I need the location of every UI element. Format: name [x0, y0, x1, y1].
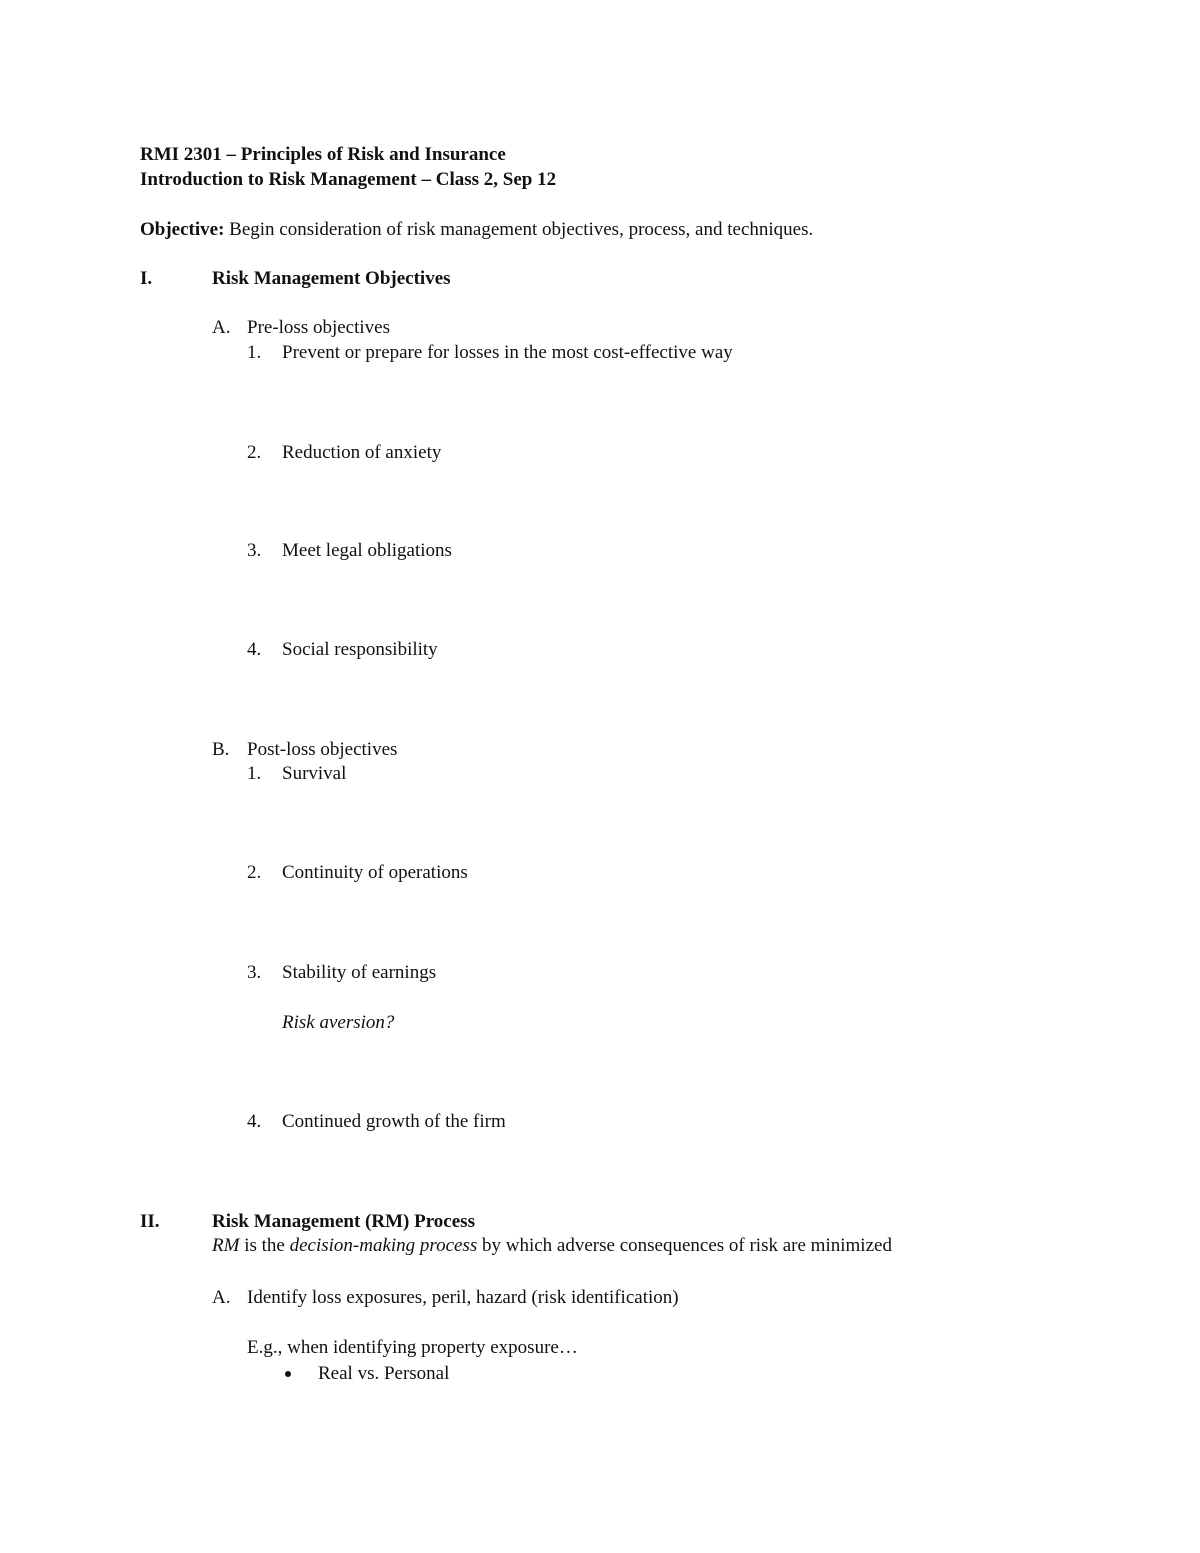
list-item-number: 4.	[247, 639, 262, 660]
section-2-title: Risk Management (RM) Process	[212, 1211, 475, 1232]
list-item: Stability of earnings	[282, 962, 437, 983]
list-item: Meet legal obligations	[282, 540, 452, 561]
list-item-number: 1.	[247, 342, 262, 363]
subsection-1b-title: Post-loss objectives	[247, 739, 398, 760]
section-1-title: Risk Management Objectives	[212, 268, 451, 289]
subsection-1a-letter: A.	[212, 317, 231, 338]
list-item-number: 3.	[247, 962, 262, 983]
class-title: Introduction to Risk Management – Class 2, Sep 12	[140, 169, 557, 190]
definition-text: by which adverse consequences of risk are minimized	[477, 1235, 892, 1256]
bullet-item: Real vs. Personal	[318, 1363, 450, 1384]
rm-abbrev: RM	[212, 1235, 240, 1256]
subsection-1b-letter: B.	[212, 739, 230, 760]
list-item-number: 4.	[247, 1111, 262, 1132]
list-item: Continued growth of the firm	[282, 1111, 506, 1132]
list-item: Survival	[282, 763, 347, 784]
bullet-icon	[285, 1371, 291, 1377]
list-item: Social responsibility	[282, 639, 438, 660]
course-title: RMI 2301 – Principles of Risk and Insurance	[140, 144, 506, 165]
list-item-number: 1.	[247, 763, 262, 784]
definition-text: is the	[239, 1235, 290, 1256]
decision-making-process-term: decision-making process	[289, 1235, 478, 1256]
list-item: Reduction of anxiety	[282, 442, 442, 463]
section-2-numeral: II.	[140, 1211, 160, 1232]
list-item: Continuity of operations	[282, 862, 468, 883]
list-item-number: 2.	[247, 862, 262, 883]
subsection-1a-title: Pre-loss objectives	[247, 317, 391, 338]
objective-text: Begin consideration of risk management objectives, process, and techniques.	[229, 219, 814, 240]
objective-line	[140, 218, 813, 242]
objective-label: Objective:	[140, 219, 225, 240]
subsection-2a-title: Identify loss exposures, peril, hazard (risk identification)	[247, 1287, 679, 1308]
example-line: E.g., when identifying property exposure…	[247, 1337, 578, 1358]
list-item: Prevent or prepare for losses in the most cost-effective way	[282, 342, 733, 363]
section-1-numeral: I.	[140, 268, 153, 289]
list-item-number: 2.	[247, 442, 262, 463]
subsection-2a-letter: A.	[212, 1287, 231, 1308]
rm-definition	[212, 1234, 892, 1258]
list-item-number: 3.	[247, 540, 262, 561]
risk-aversion-note: Risk aversion?	[282, 1012, 395, 1033]
